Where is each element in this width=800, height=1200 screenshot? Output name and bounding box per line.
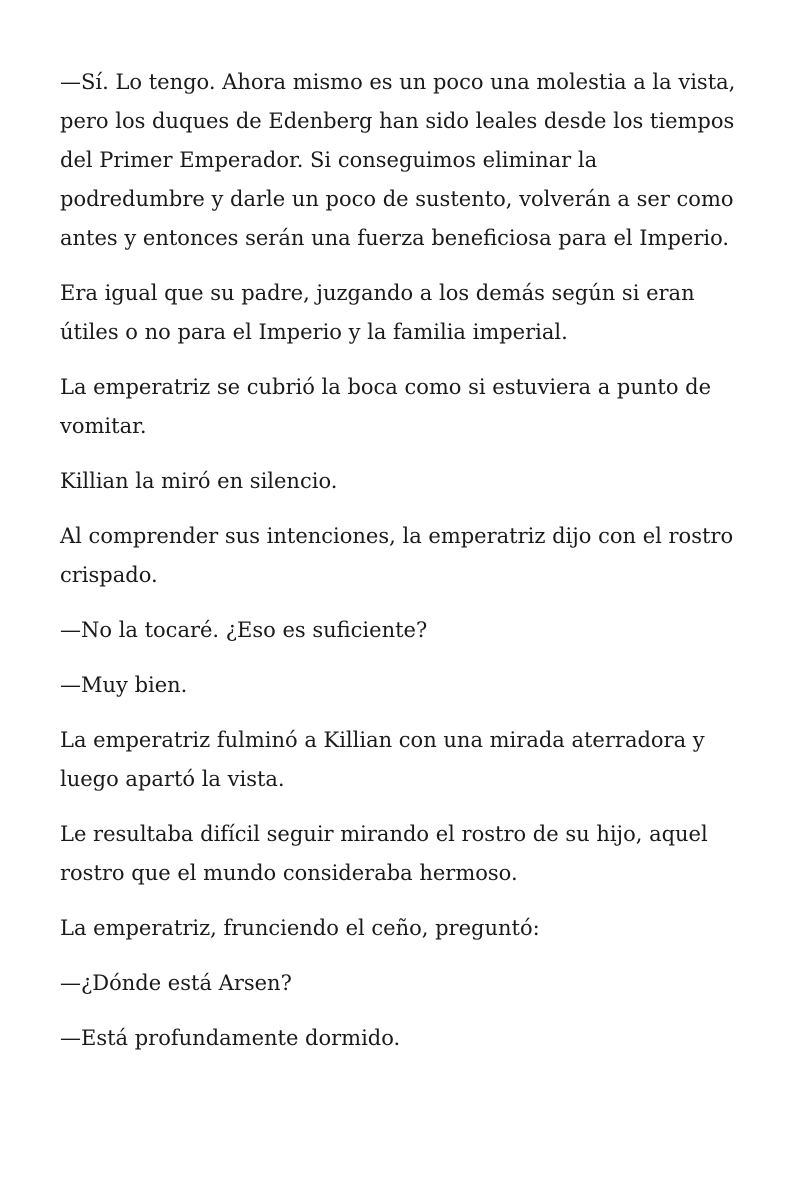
paragraph-10: La emperatriz, frunciendo el ceño, preguntó: — [60, 916, 540, 940]
paragraph-4: Killian la miró en silencio. — [60, 469, 338, 493]
paragraph-6: —No la tocaré. ¿Eso es suficiente? — [60, 618, 428, 642]
paragraph-11: —¿Dónde está Arsen? — [60, 971, 292, 995]
paragraph-1: —Sí. Lo tengo. Ahora mismo es un poco una molestia a la vista, pero los duques de Edenberg han sido leales desde los tiempos del Primer Emperador. Si conseguimos eliminar la podredumbre y darle un poco de sustento, volverán a ser como antes y entonces serán una fuerza beneficiosa para el Imperio. — [60, 70, 736, 250]
paragraph-2: Era igual que su padre, juzgando a los demás según si eran útiles o no para el Imperio y la familia imperial. — [60, 281, 695, 344]
paragraph-9: Le resultaba difícil seguir mirando el rostro de su hijo, aquel rostro que el mundo consideraba hermoso. — [60, 822, 708, 885]
paragraph-8: La emperatriz fulminó a Killian con una mirada aterradora y luego apartó la vista. — [60, 728, 705, 791]
paragraph-7: —Muy bien. — [60, 673, 188, 697]
paragraph-3: La emperatriz se cubrió la boca como si estuviera a punto de vomitar. — [60, 375, 712, 438]
paragraph-5: Al comprender sus intenciones, la emperatriz dijo con el rostro crispado. — [60, 524, 734, 587]
paragraph-12: —Está profundamente dormido. — [60, 1026, 401, 1050]
